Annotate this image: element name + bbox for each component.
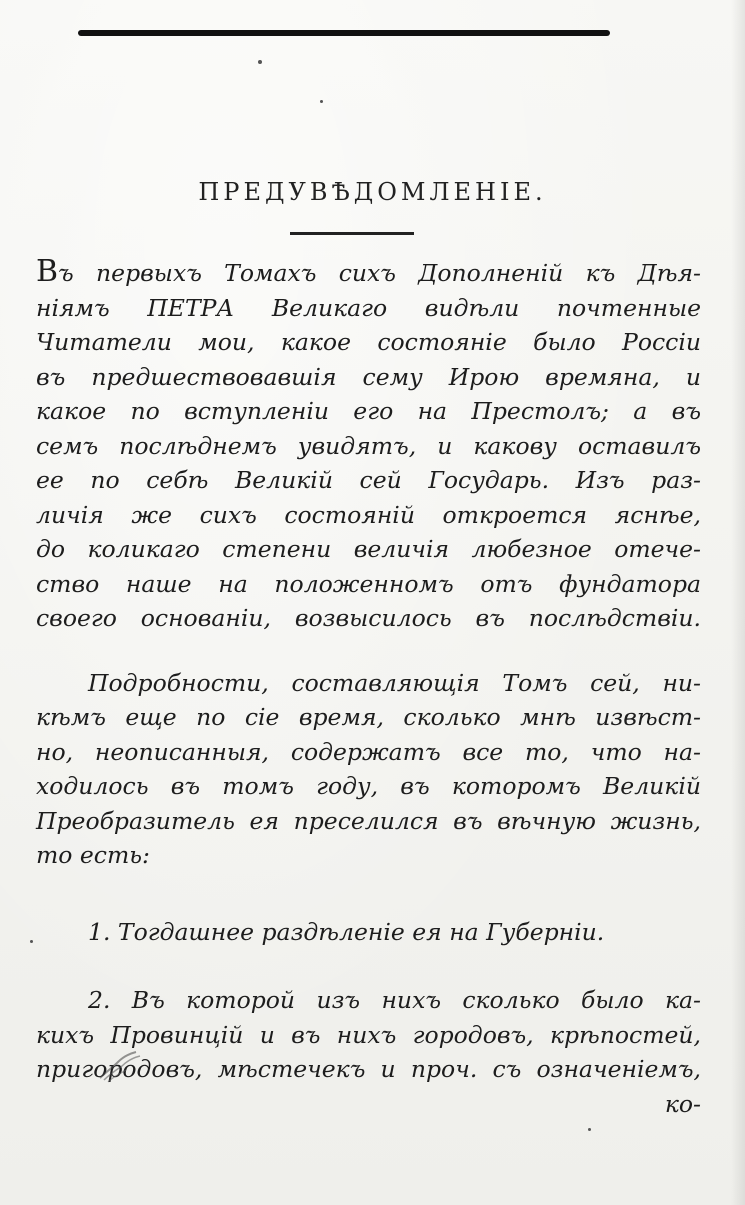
paragraph-2-line-3: но, неописанныя, содержатъ все то, что на-: [36, 737, 701, 766]
top-decorative-rule: [78, 30, 610, 36]
paragraph-1-line-1: Въ первыхъ Томахъ сихъ Дополненій къ Дѣя-: [36, 254, 701, 289]
paragraph-1-line-7: ее по себѣ Великій сей Государь. Изъ раз-: [36, 466, 701, 494]
list-item-2-line-2: кихъ Провинцій и въ нихъ городовъ, крѣпостей,: [36, 1020, 701, 1049]
paragraph-1-line-6: семъ послѣднемъ увидятъ, и какову оставилъ: [36, 431, 701, 460]
drop-cap: В: [36, 254, 59, 289]
paragraph-1-line-8: личія же сихъ состояній откроется яснѣе,: [36, 500, 701, 529]
speck: [30, 940, 33, 943]
paragraph-1-line-11: своего основаніи, возвысилось въ послѣдствіи.: [36, 604, 701, 632]
paragraph-2-line-2: кѣмъ еще по сіе время, сколько мнѣ извѣст-: [36, 703, 701, 731]
paragraph-2-line-5: Преобразитель ея преселился въ вѣчную жизнь,: [36, 806, 701, 835]
paragraph-2-line-4: ходилось въ томъ году, въ которомъ Великій: [36, 772, 701, 800]
catchword: ко-: [664, 1089, 701, 1118]
paragraph-1-line-3: Читатели мои, какое состояніе было Россіи: [36, 328, 701, 356]
page-title: ПРЕДУВѢДОМЛЕНІЕ.: [198, 178, 547, 206]
speck: [588, 1128, 591, 1131]
speck: [320, 100, 323, 103]
paragraph-1-line-5: какое по вступленіи его на Престолъ; а въ: [36, 397, 701, 425]
body-text: [36, 255, 701, 1121]
paragraph-1-line-2: ніямъ ПЕТРА Великаго видѣли почтенные: [36, 293, 701, 322]
speck: [258, 60, 262, 64]
page-edge-shadow: [731, 0, 745, 1205]
paragraph-2-line-1: Подробности, составляющія Томъ сей, ни-: [88, 668, 701, 697]
list-item-2-line-3: пригородовъ, мѣстечекъ и проч. съ означеніемъ,: [36, 1055, 701, 1083]
title-underline-rule: [290, 232, 414, 235]
paragraph-1-line-10: ство наше на положенномъ отъ фундатора: [36, 569, 701, 598]
paragraph-2-line-6: то есть:: [36, 841, 150, 869]
list-item-1: 1. Тогдашнее раздѣленіе ея на Губерніи.: [88, 917, 605, 946]
ink-smudge: [96, 1048, 148, 1084]
paragraph-1-line-9: до коликаго степени величія любезное отече-: [36, 535, 701, 563]
paragraph-1-line-4: въ предшествовавшія сему Ирою времяна, и: [36, 362, 701, 391]
list-item-2-line-1: 2. Въ которой изъ нихъ сколько было ка-: [88, 986, 701, 1014]
